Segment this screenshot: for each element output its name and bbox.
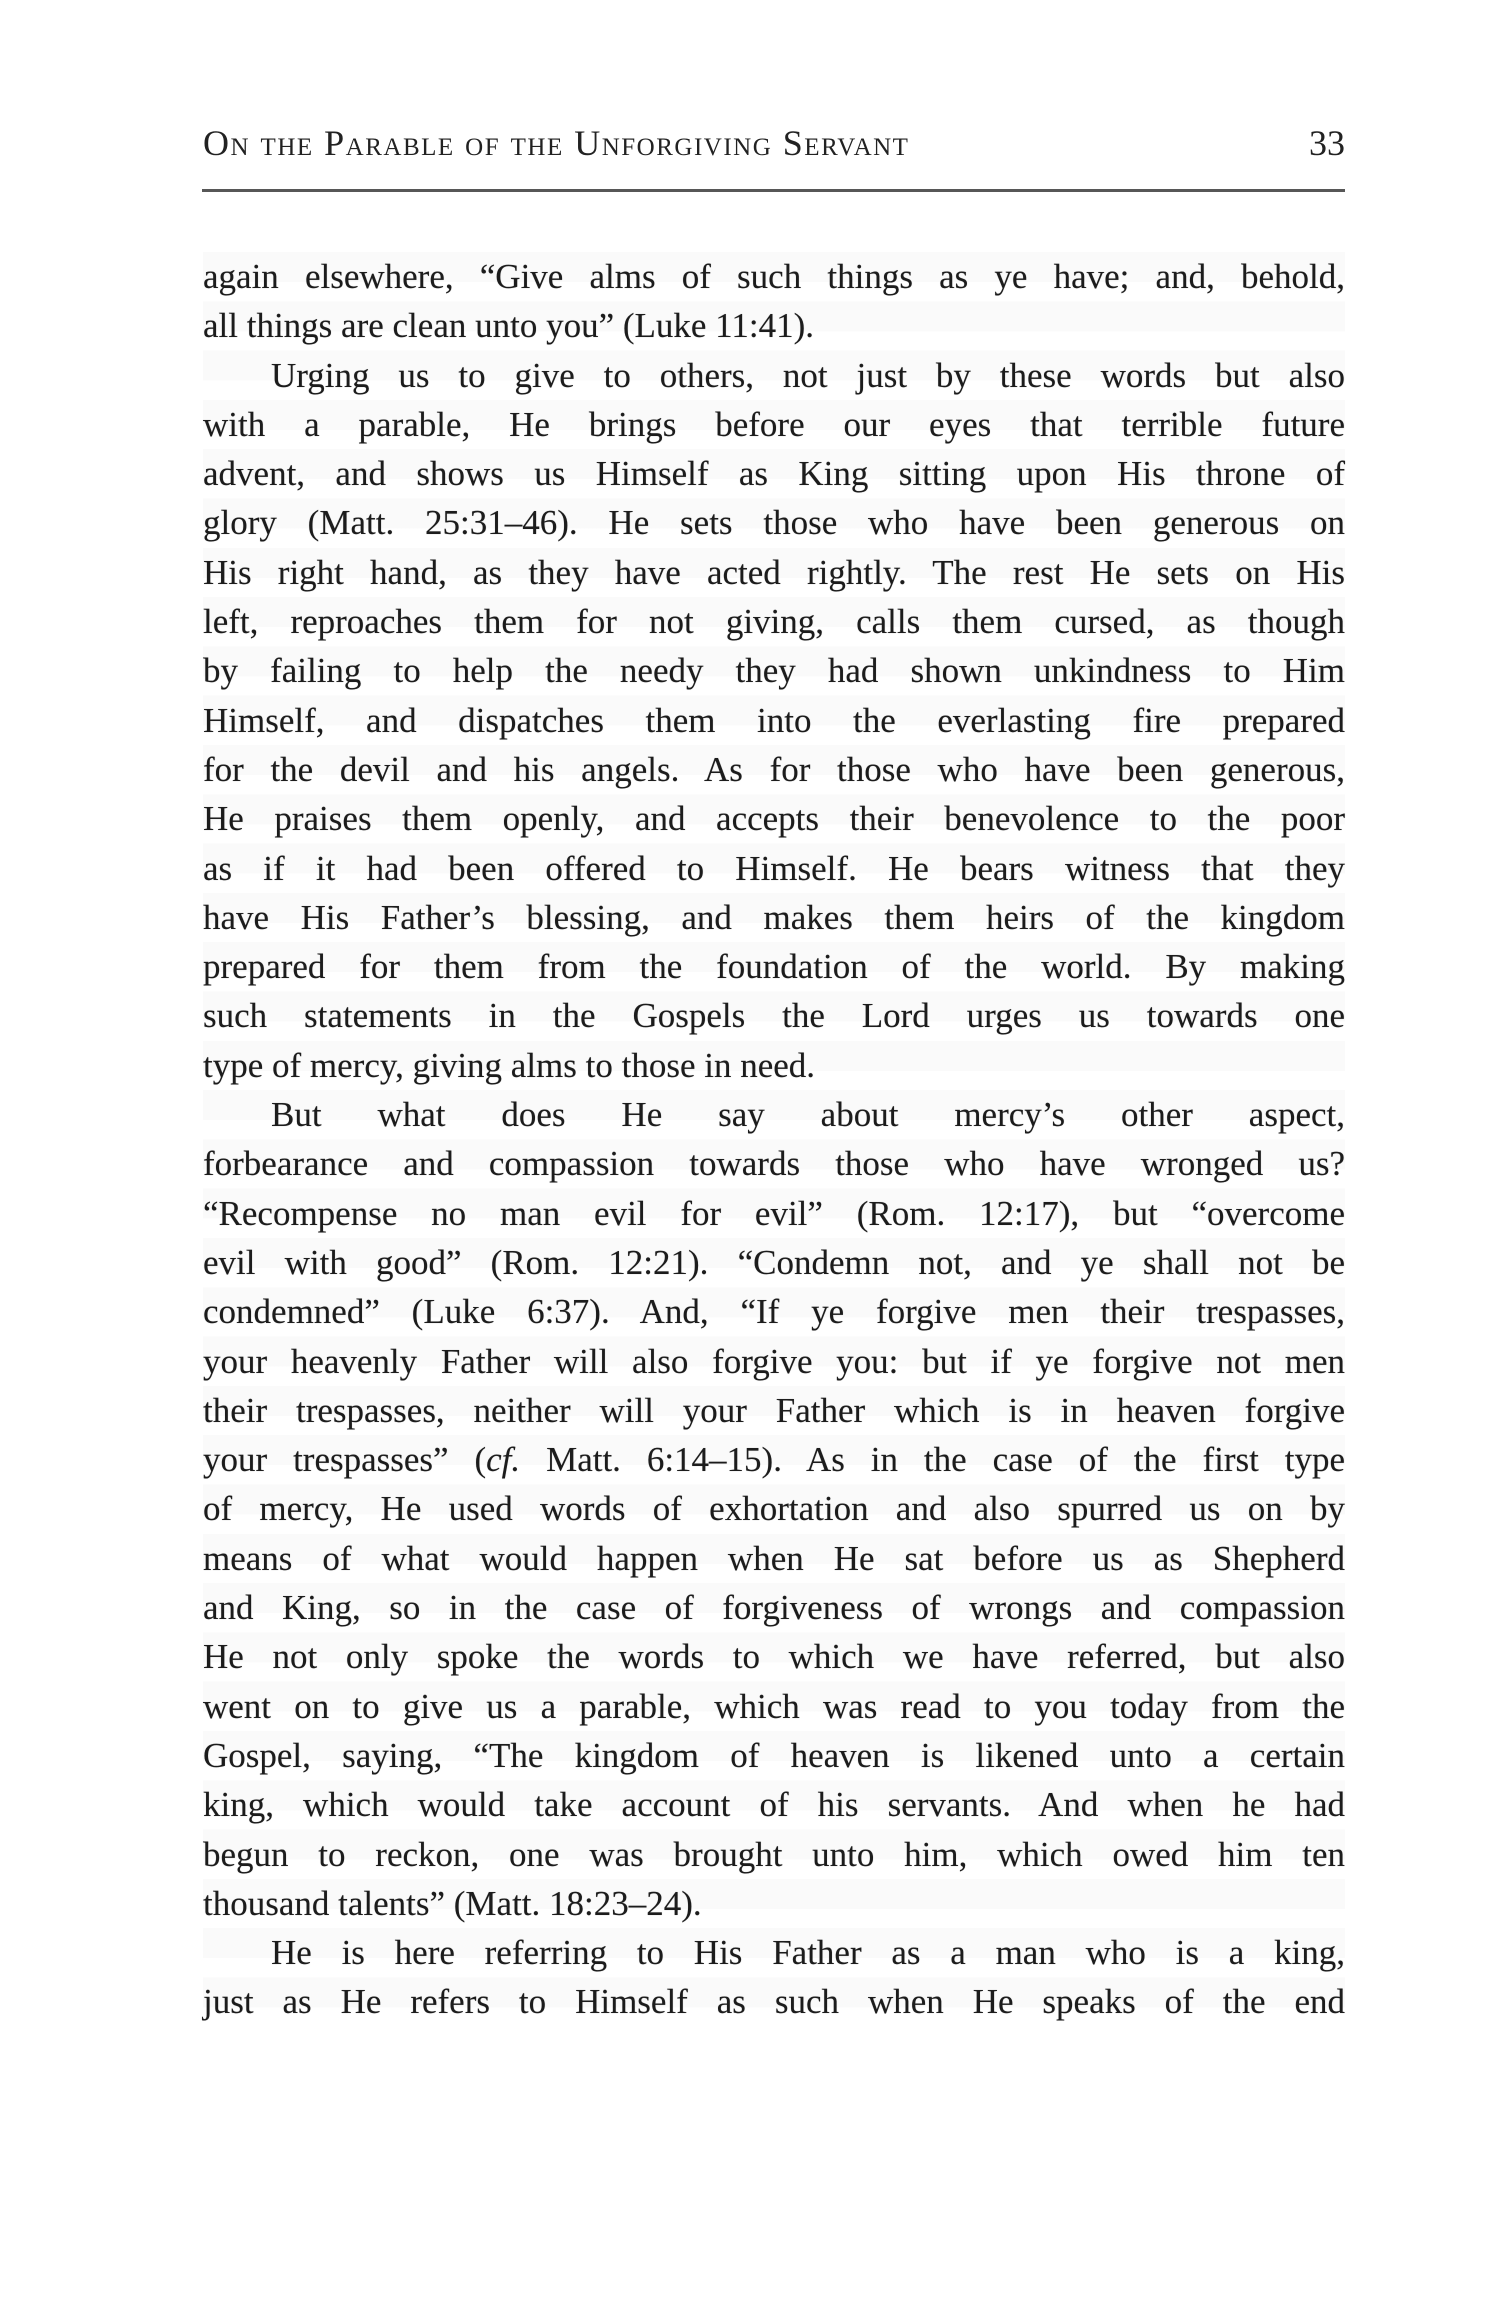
body-line: means of what would happen when He sat before us as Shepherd bbox=[203, 1538, 1345, 1578]
body-line: prepared for them from the foundation of the world. By making bbox=[203, 947, 1345, 987]
body-line: Gospel, saying, “The kingdom of heaven is likened unto a certain bbox=[203, 1735, 1345, 1775]
body-line: His right hand, as they have acted rightly. The rest He sets on His bbox=[203, 552, 1345, 592]
body-line: again elsewhere, “Give alms of such things as ye have; and, behold, bbox=[203, 257, 1345, 296]
body-line: He is here referring to His Father as a man who is a king, bbox=[271, 1933, 1345, 1973]
body-line: Urging us to give to others, not just by these words but also bbox=[271, 355, 1345, 395]
body-line: as if it had been offered to Himself. He bears witness that they bbox=[203, 848, 1345, 888]
body-line: advent, and shows us Himself as King sitting upon His throne of bbox=[203, 454, 1345, 494]
body-line: “Recompense no man evil for evil” (Rom. 12:17), but “overcome bbox=[203, 1193, 1345, 1233]
page-number: 33 bbox=[1309, 123, 1345, 163]
body-line: your trespasses” (cf. Matt. 6:14–15). As in the case of the first type bbox=[203, 1440, 1345, 1480]
body-line: begun to reckon, one was brought unto him, which owed him ten bbox=[203, 1834, 1345, 1874]
body-line: left, reproaches them for not giving, calls them cursed, as though bbox=[203, 602, 1345, 642]
body-line: their trespasses, neither will your Father which is in heaven forgive bbox=[203, 1390, 1345, 1430]
body-line: such statements in the Gospels the Lord urges us towards one bbox=[203, 996, 1345, 1036]
body-line: king, which would take account of his servants. And when he had bbox=[203, 1785, 1345, 1825]
body-line: and King, so in the case of forgiveness of wrongs and compassion bbox=[203, 1588, 1345, 1628]
body-line: of mercy, He used words of exhortation and also spurred us on by bbox=[203, 1489, 1345, 1529]
body-line: condemned” (Luke 6:37). And, “If ye forgive men their trespasses, bbox=[203, 1292, 1345, 1332]
body-line: by failing to help the needy they had shown unkindness to Him bbox=[203, 651, 1345, 691]
body-line: type of mercy, giving alms to those in need. bbox=[203, 1045, 816, 1085]
body-line: your heavenly Father will also forgive you: but if ye forgive not men bbox=[203, 1341, 1345, 1381]
body-line: with a parable, He brings before our eyes that terrible future bbox=[203, 404, 1345, 444]
body-line: have His Father’s blessing, and makes them heirs of the kingdom bbox=[203, 897, 1345, 937]
header-rule bbox=[202, 189, 1345, 192]
body-text bbox=[203, 252, 1345, 2027]
body-line: Himself, and dispatches them into the everlasting fire prepared bbox=[203, 700, 1345, 740]
chapter-title: On the Parable of the Unforgiving Servant bbox=[203, 123, 910, 163]
body-line: forbearance and compassion towards those who have wronged us? bbox=[203, 1144, 1345, 1184]
body-line: evil with good” (Rom. 12:21). “Condemn not, and ye shall not be bbox=[203, 1242, 1345, 1282]
running-head bbox=[203, 122, 1345, 164]
body-line: glory (Matt. 25:31–46). He sets those who have been generous on bbox=[203, 503, 1345, 543]
body-line: all things are clean unto you” (Luke 11:41). bbox=[203, 306, 815, 346]
body-line: for the devil and his angels. As for those who have been generous, bbox=[203, 749, 1345, 789]
body-line: went on to give us a parable, which was read to you today from the bbox=[203, 1686, 1345, 1726]
body-line: thousand talents” (Matt. 18:23–24). bbox=[203, 1883, 702, 1923]
body-line: But what does He say about mercy’s other aspect, bbox=[271, 1095, 1345, 1135]
body-line: just as He refers to Himself as such when He speaks of the end bbox=[203, 1982, 1345, 2022]
body-line: He praises them openly, and accepts their benevolence to the poor bbox=[203, 799, 1345, 839]
body-line: He not only spoke the words to which we have referred, but also bbox=[203, 1637, 1345, 1677]
